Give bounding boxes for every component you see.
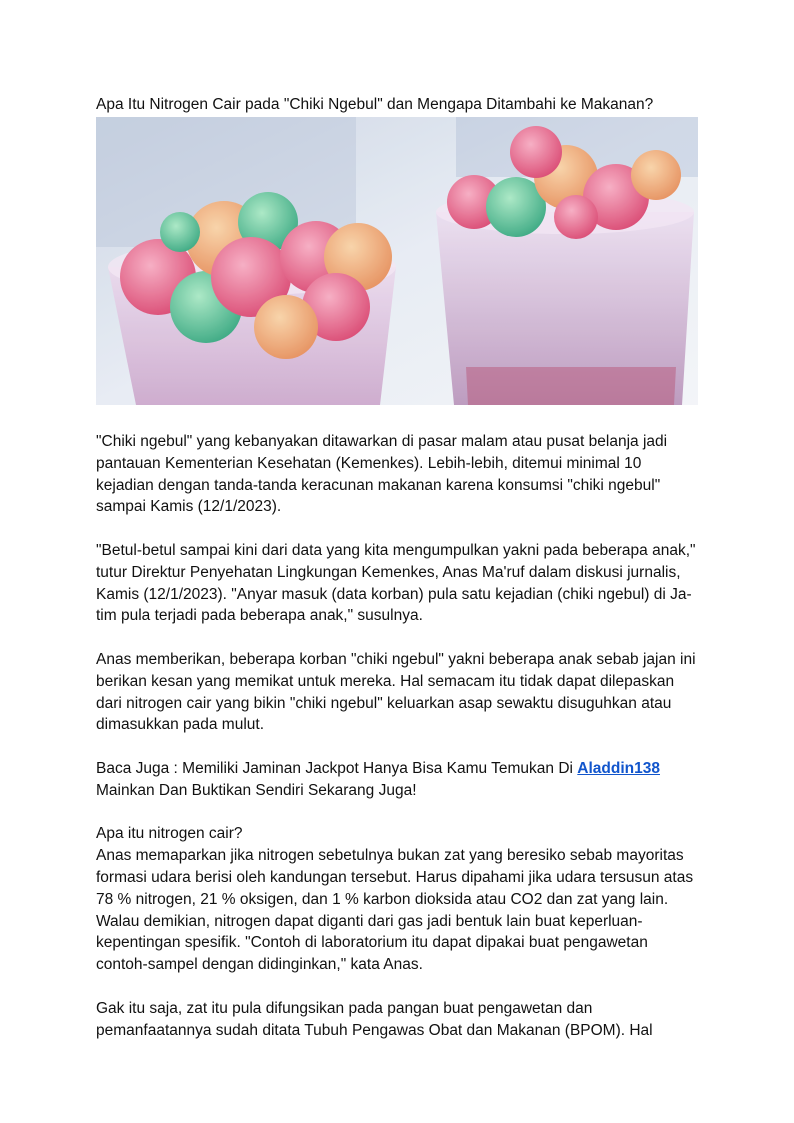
article-body xyxy=(96,431,698,1041)
paragraph-1: "Chiki ngebul" yang kebanyakan ditawarkan di pasar malam atau pusat belanja jadi pantauan Kementerian Kesehatan (Kemenkes). Lebih-lebih, ditemui minimal 10 kejadian dengan tanda-tanda keracunan makanan karena konsumsi "chiki ngebul" sampai Kamis (12/1/2023). xyxy=(96,433,668,516)
paragraph-2: "Betul-betul sampai kini dari data yang kita mengumpulkan yakni pada beberapa anak," tutur Direktur Penyehatan Lingkungan Kemenkes, Anas Ma'ruf dalam diskusi jurnalis, Kamis (12/1/2023). "Anyar masuk (data korban) pula satu kejadian (chiki ngebul) di Ja-tim pula terjadi pada beberapa anak," susulnya. xyxy=(96,541,696,625)
read-also xyxy=(96,758,698,802)
paragraph-3: Anas memberikan, beberapa korban "chiki ngebul" yakni beberapa anak sebab jajan ini berikan kesan yang memikat untuk mereka. Hal semacam itu tidak dapat dilepaskan dari nitrogen cair yang bikin "chiki ngebul" keluarkan asap sewaktu disuguhkan atau dimasukkan pada mulut. xyxy=(96,650,696,734)
article-title: Apa Itu Nitrogen Cair pada "Chiki Ngebul" dan Mengapa Ditambahi ke Makanan? xyxy=(96,96,654,113)
paragraph-5: Gak itu saja, zat itu pula difungsikan pada pangan buat pengawetan dan pemanfaatannya sudah ditata Tubuh Pengawas Obat dan Makanan (BPOM). Hal xyxy=(96,999,653,1039)
read-also-prefix: Baca Juga : Memiliki Jaminan Jackpot Hanya Bisa Kamu Temukan Di xyxy=(96,759,578,777)
paragraph-4: Anas memaparkan jika nitrogen sebetulnya bukan zat yang beresiko sebab mayoritas formasi udara berisi oleh kandungan tersebut. Harus dipahami jika udara tersusun atas 78 % nitrogen, 21 % oksigen, dan 1 % karbon dioksida atau CO2 dan zat yang lain. Walau demikian, nitrogen dapat diganti dari gas jadi bentuk lain buat keperluan-kepentingan spesifik. "Contoh di laboratorium itu dapat dipakai buat pengawetan contoh-sampel dengan didinginkan," kata Anas. xyxy=(96,847,694,974)
article-photo xyxy=(96,117,698,405)
document-page xyxy=(96,94,698,1063)
aladdin138-link[interactable]: Aladdin138 xyxy=(577,759,660,777)
subheading: Apa itu nitrogen cair? xyxy=(96,825,243,843)
read-also-suffix: Mainkan Dan Buktikan Sendiri Sekarang Juga! xyxy=(96,781,417,799)
chiki-ngebul-photo-icon xyxy=(96,117,698,405)
